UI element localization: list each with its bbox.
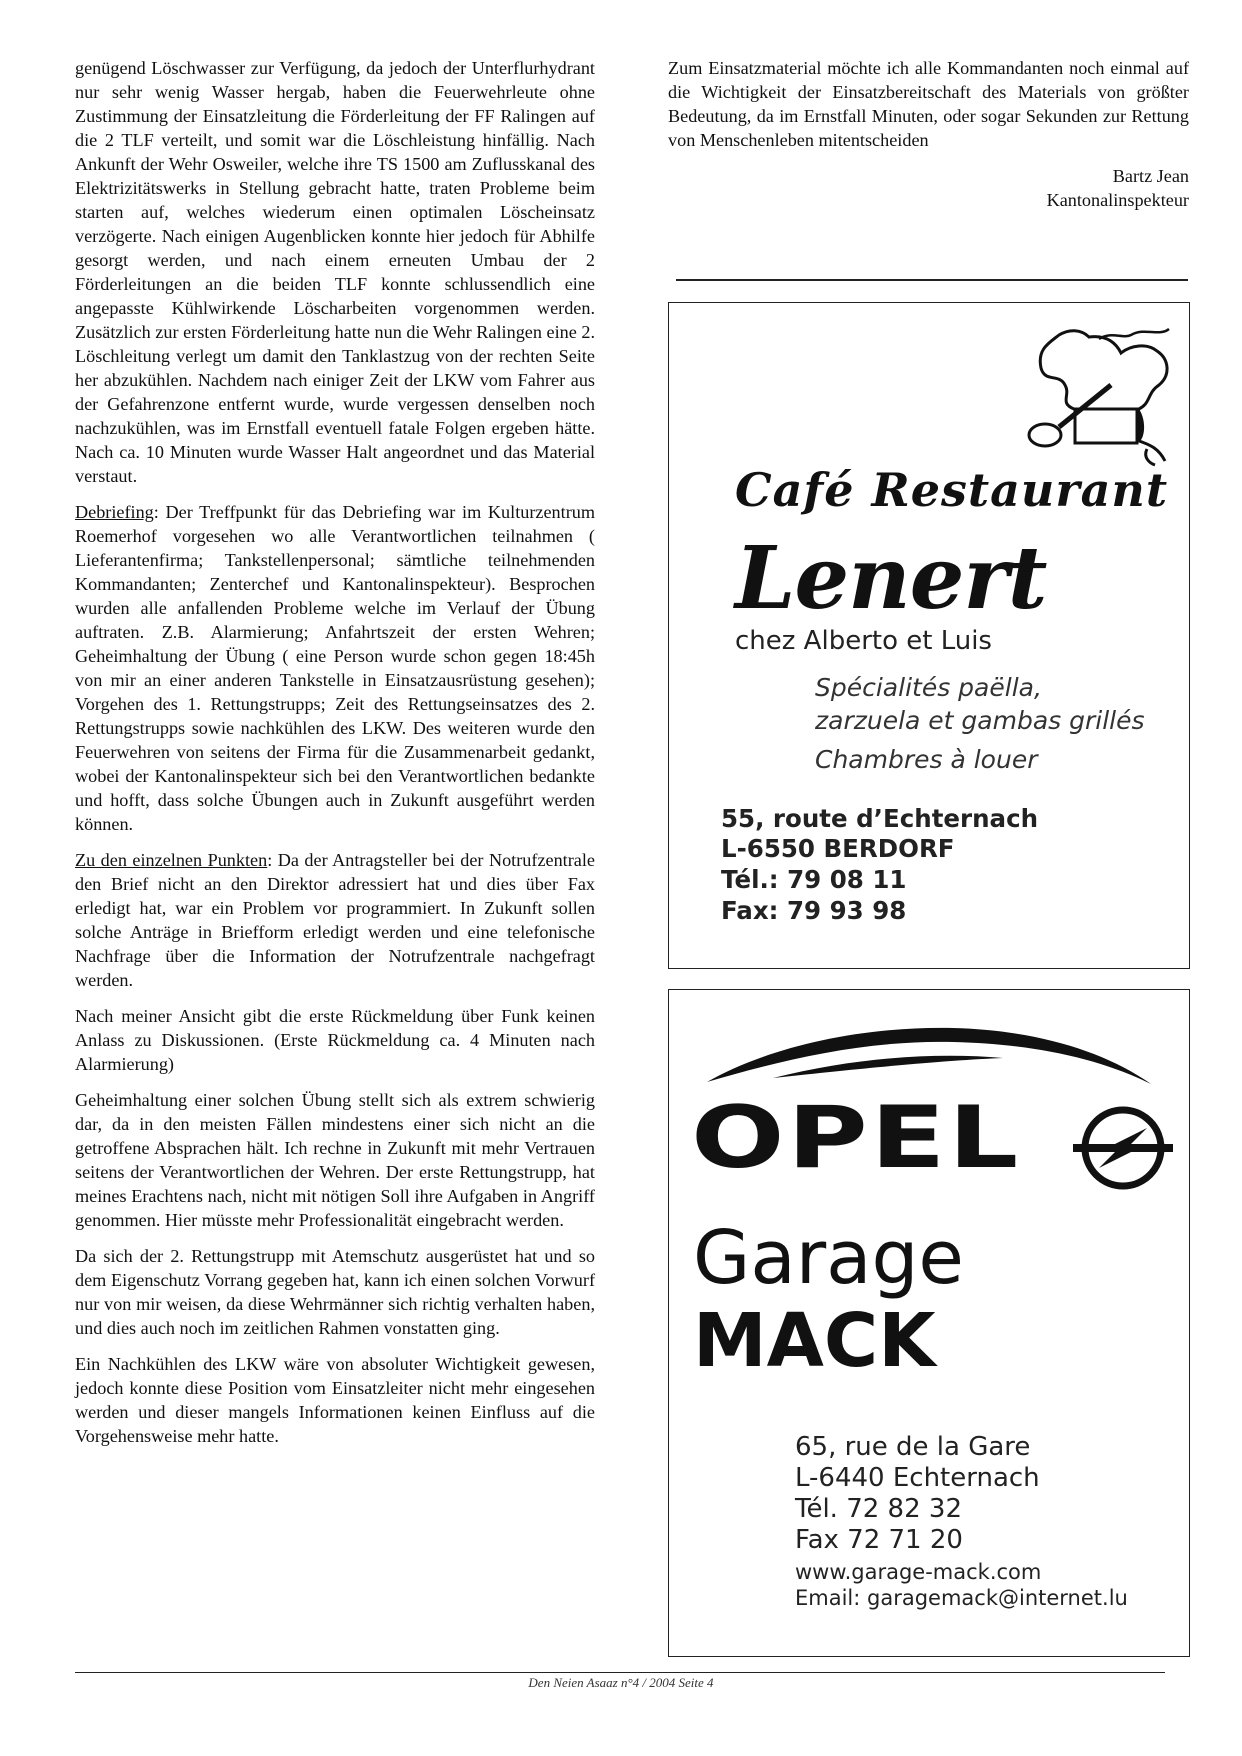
paragraph: Ein Nachkühlen des LKW wäre von absoluter Wichtigkeit gewesen, jedoch konnte diese Position vom Einsatzleiter nicht mehr eingesehen werden und dieser mangels Informationen keinen Einfluss auf die Vorgehensweise mehr hatte. bbox=[75, 1354, 595, 1446]
ad-subtitle: chez Alberto et Luis bbox=[735, 626, 992, 656]
paragraph-debriefing bbox=[75, 500, 595, 836]
ad-website: www.garage-mack.com bbox=[795, 1560, 1042, 1584]
divider bbox=[676, 279, 1188, 281]
left-column bbox=[75, 56, 595, 1460]
ad-specialty: Spécialités paëlla, bbox=[815, 673, 1042, 702]
ad-fax: Fax 72 71 20 bbox=[795, 1525, 963, 1555]
paragraph-points bbox=[75, 848, 595, 992]
ad-city: L-6440 Echternach bbox=[795, 1463, 1040, 1493]
garage-name: Garage bbox=[693, 1215, 964, 1301]
ad-email: Email: garagemack@internet.lu bbox=[795, 1586, 1128, 1610]
car-swoosh-icon bbox=[703, 1020, 1173, 1090]
paragraph-text: : Da der Antragsteller bei der Notrufzentrale den Brief nicht an den Direktor adressiert hat und dies über Fax erledigt hat, war ein Problem vor programmiert. In Zukunft sollen solche Anträge in Briefform erledigt werden und eine telefonische Nachfrage über die Information der Notrufzentrale nachgefragt werden. bbox=[75, 850, 595, 990]
footer-divider bbox=[75, 1672, 1165, 1673]
section-heading: Debriefing bbox=[75, 502, 154, 522]
ad-fax: Fax: 79 93 98 bbox=[721, 896, 907, 925]
ad-phone: Tél.: 79 08 11 bbox=[721, 865, 907, 894]
ad-phone: Tél. 72 82 32 bbox=[795, 1494, 962, 1524]
opel-logo-icon bbox=[1073, 1098, 1173, 1198]
ad-restaurant bbox=[668, 302, 1190, 969]
signature-title: Kantonalinspekteur bbox=[1046, 190, 1189, 210]
paragraph: Zum Einsatzmaterial möchte ich alle Kommandanten noch einmal auf die Wichtigkeit der Einsatzbereitschaft des Materials von größter Bedeutung, da im Ernstfall Minuten, oder sogar Sekunden zur Rettung von Menschenleben mitentscheiden bbox=[668, 58, 1189, 150]
paragraph: Da sich der 2. Rettungstrupp mit Atemschutz ausgerüstet hat und so dem Eigenschutz Vorrang gegeben hat, kann ich einen solchen Vorwurf nur von mir weisen, da diese Wehrmänner sich richtig verhalten haben, und dies auch noch im zeitlichen Rahmen vonstatten ging. bbox=[75, 1246, 595, 1338]
ad-address: 55, route d’Echternach bbox=[721, 804, 1039, 833]
brand-logo-text: OPEL bbox=[691, 1088, 1021, 1188]
garage-name-bold: MACK bbox=[693, 1298, 936, 1384]
ad-title: Café Restaurant bbox=[735, 463, 1169, 517]
paragraph-text: : Der Treffpunkt für das Debriefing war im Kulturzentrum Roemerhof vorgesehen wo alle Verantwortlichen teilnahmen ( Lieferantenfirma; Tankstellenpersonal; sämtliche teilnehmenden Kommandanten; Zenterchef und Kantonalinspekteur). Besprochen wurden alle anfallenden Probleme welche im Verlauf der Übung auftraten. Z.B. Alarmierung; Anfahrtszeit der ersten Wehren; Geheimhaltung der Übung ( eine Person wurde schon gegen 18:45h von mir an einer anderen Tankstelle in Einsatzausrüstung gesehen); Vorgehen des 1. Rettungstrupps; Zeit des Rettungseinsatzes des 2. Rettungstrupps sowie nachkühlen des LKW. Des weiteren wurde den Feuerwehren von seitens der Firma für die Zusammenarbeit gedankt, wobei der Kantonalinspekteur sich bei den Verantwortlichen bedankte und hofft, dass solche Übungen auch in Zukunft ausgeführt werden können. bbox=[75, 502, 595, 834]
paragraph: Nach meiner Ansicht gibt die erste Rückmeldung über Funk keinen Anlass zu Diskussionen. (Erste Rückmeldung ca. 4 Minuten nach Alarmierung) bbox=[75, 1006, 595, 1074]
right-column bbox=[668, 56, 1189, 212]
chef-hat-icon bbox=[1019, 323, 1189, 468]
paragraph: genügend Löschwasser zur Verfügung, da jedoch der Unterflurhydrant nur sehr wenig Wasser hergab, haben die Feuerwehrleute ohne Zustimmung der Einsatzleitung die Förderleitung der FF Ralingen auf die 2 TLF verteilt, und somit war die Löschleistung hinfällig. Nach Ankunft der Wehr Osweiler, welche ihre TS 1500 am Zuflusskanal des Elektrizitätswerks in Stellung gebracht hatte, traten Probleme beim starten auf, welches wiederum einen optimalen Löscheinsatz verzögerte. Nach einigen Augenblicken konnte hier jedoch für Abhilfe gesorgt werden, und nach einem erneuten Umbau der 2 Förderleitungen an die beiden TLF konnte schlussendlich eine angepasste Kühlwirkende Löscharbeiten vorgenommen werden. Zusätzlich zur ersten Förderleitung hatte nun die Wehr Ralingen eine 2. Löschleitung verlegt um damit den Tanklastzug von der rechten Seite her abzukühlen. Nachdem nach einiger Zeit der LKW vom Fahrer aus der Gefahrenzone entfernt wurde, wurde vergessen denselben noch nachzukühlen, was im Ernstfall eventuell fatale Folgen ergeben hätte. Nach ca. 10 Minuten wurde Wasser Halt angeordnet und das Material verstaut. bbox=[75, 58, 595, 486]
section-heading: Zu den einzelnen Punkten bbox=[75, 850, 268, 870]
ad-city: L-6550 BERDORF bbox=[721, 834, 955, 863]
page-footer: Den Neien Asaaz n°4 / 2004 Seite 4 bbox=[528, 1675, 714, 1690]
ad-specialty: zarzuela et gambas grillés bbox=[815, 706, 1145, 735]
ad-garage bbox=[668, 989, 1190, 1657]
signature bbox=[668, 164, 1189, 212]
paragraph: Geheimhaltung einer solchen Übung stellt sich als extrem schwierig dar, da in den meisten Fällen mindestens einer sich nicht an die getroffene Absprachen hält. Ich rechne in Zukunft mit mehr Vertrauen seitens der Verantwortlichen der Wehren. Der erste Rettungstrupp, hat meines Erachtens nach, nicht mit nötigen Soll ihre Aufgaben in Angriff genommen. Hier müsste mehr Professionalität eingebracht werden. bbox=[75, 1090, 595, 1230]
signature-name: Bartz Jean bbox=[1112, 166, 1189, 186]
ad-rooms: Chambres à louer bbox=[815, 745, 1038, 774]
ad-address: 65, rue de la Gare bbox=[795, 1432, 1031, 1462]
ad-name: Lenert bbox=[735, 528, 1047, 629]
